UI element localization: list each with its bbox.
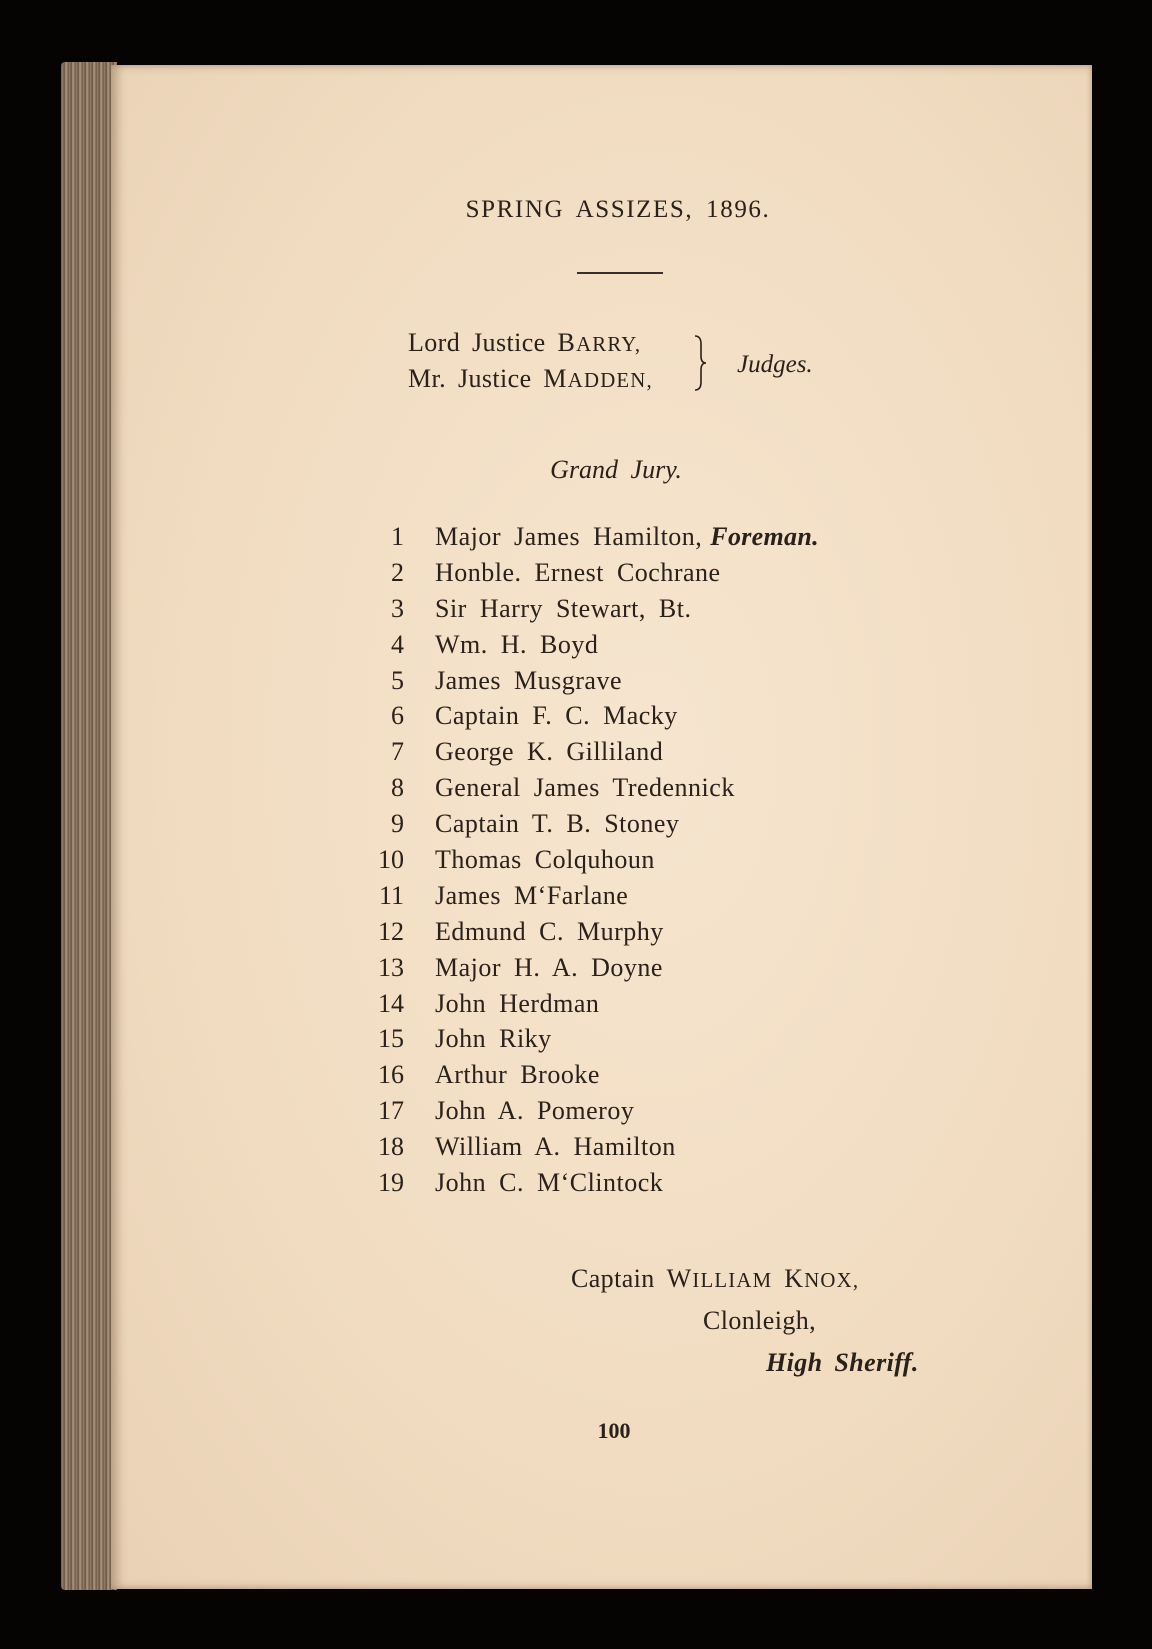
juror-name: Wm. H. Boyd bbox=[435, 629, 599, 659]
juror-name: Captain T. B. Stoney bbox=[435, 809, 680, 839]
list-item bbox=[360, 878, 920, 914]
juror-number: 1 bbox=[391, 522, 404, 551]
juror-name: John Riky bbox=[435, 1024, 552, 1054]
juror-name: William A. Hamilton bbox=[435, 1132, 676, 1162]
judge-line bbox=[408, 325, 641, 363]
grand-jury-list bbox=[360, 519, 920, 1201]
sheriff-first-name: WILLIAM bbox=[666, 1264, 773, 1293]
sheriff-office: High Sheriff. bbox=[766, 1348, 919, 1377]
list-item bbox=[360, 1165, 920, 1201]
list-item bbox=[360, 806, 920, 842]
grand-jury-heading: Grand Jury. bbox=[550, 455, 682, 484]
juror-name: Honble. Ernest Cochrane bbox=[435, 557, 721, 587]
juror-name: Arthur Brooke bbox=[435, 1060, 600, 1090]
juror-name: Sir Harry Stewart, Bt. bbox=[435, 593, 692, 623]
list-item bbox=[360, 627, 920, 663]
juror-number: 11 bbox=[378, 880, 404, 910]
list-item bbox=[360, 591, 920, 627]
juror-number: 10 bbox=[378, 845, 404, 875]
list-item bbox=[360, 770, 920, 806]
juror-name: Major James Hamilton, bbox=[435, 522, 703, 551]
juror-name: Captain F. C. Macky bbox=[435, 701, 678, 731]
list-item bbox=[360, 519, 920, 555]
juror-name-line bbox=[435, 519, 819, 555]
judges-label: Judges. bbox=[737, 351, 813, 378]
list-item bbox=[360, 1093, 920, 1129]
list-item bbox=[360, 1057, 920, 1093]
juror-name: Edmund C. Murphy bbox=[435, 916, 664, 946]
juror-number: 6 bbox=[391, 701, 404, 731]
book-page-edges bbox=[61, 62, 117, 1590]
juror-number: 8 bbox=[391, 773, 404, 803]
heading-rule bbox=[577, 272, 663, 274]
list-item bbox=[360, 1021, 920, 1057]
juror-name: James M‘Farlane bbox=[435, 880, 629, 910]
juror-number: 12 bbox=[378, 916, 404, 946]
juror-name: James Musgrave bbox=[435, 665, 623, 695]
list-item bbox=[360, 734, 920, 770]
brace-icon bbox=[692, 334, 710, 392]
juror-number: 9 bbox=[391, 809, 404, 839]
juror-name: Thomas Colquhoun bbox=[435, 845, 655, 875]
list-item bbox=[360, 1129, 920, 1165]
list-item bbox=[360, 950, 920, 986]
juror-role: Foreman. bbox=[710, 522, 819, 551]
sheriff-name bbox=[571, 1261, 859, 1299]
judge-title: Lord Justice bbox=[408, 328, 546, 357]
list-item bbox=[360, 914, 920, 950]
list-item bbox=[360, 555, 920, 591]
juror-number: 7 bbox=[391, 737, 404, 767]
juror-name: John Herdman bbox=[435, 988, 600, 1018]
sheriff-rank: Captain bbox=[571, 1264, 655, 1293]
juror-number: 13 bbox=[378, 952, 404, 982]
juror-number: 18 bbox=[378, 1132, 404, 1162]
juror-name: John C. M‘Clintock bbox=[435, 1168, 664, 1198]
sheriff-last-name: KNOX, bbox=[784, 1264, 860, 1293]
juror-name: General James Tredennick bbox=[435, 773, 735, 803]
juror-number: 15 bbox=[378, 1024, 404, 1054]
juror-number: 4 bbox=[391, 629, 404, 659]
juror-name: George K. Gilliland bbox=[435, 737, 664, 767]
judge-name: BARRY, bbox=[557, 328, 642, 357]
judge-title: Mr. Justice bbox=[408, 364, 532, 393]
juror-number: 17 bbox=[378, 1096, 404, 1126]
juror-name: Major H. A. Doyne bbox=[435, 952, 663, 982]
juror-number: 2 bbox=[391, 557, 404, 587]
page-number: 100 bbox=[597, 1418, 631, 1443]
juror-number: 5 bbox=[391, 665, 404, 695]
judge-name: MADDEN, bbox=[543, 364, 653, 393]
juror-number: 16 bbox=[378, 1060, 404, 1090]
list-item bbox=[360, 663, 920, 699]
juror-number: 19 bbox=[378, 1168, 404, 1198]
juror-number: 3 bbox=[391, 593, 404, 623]
sheriff-residence: Clonleigh, bbox=[703, 1306, 817, 1335]
juror-name: John A. Pomeroy bbox=[435, 1096, 635, 1126]
list-item bbox=[360, 842, 920, 878]
list-item bbox=[360, 698, 920, 734]
judge-line bbox=[408, 361, 653, 399]
juror-number: 14 bbox=[378, 988, 404, 1018]
page-heading: SPRING ASSIZES, 1896. bbox=[465, 196, 771, 223]
list-item bbox=[360, 986, 920, 1022]
